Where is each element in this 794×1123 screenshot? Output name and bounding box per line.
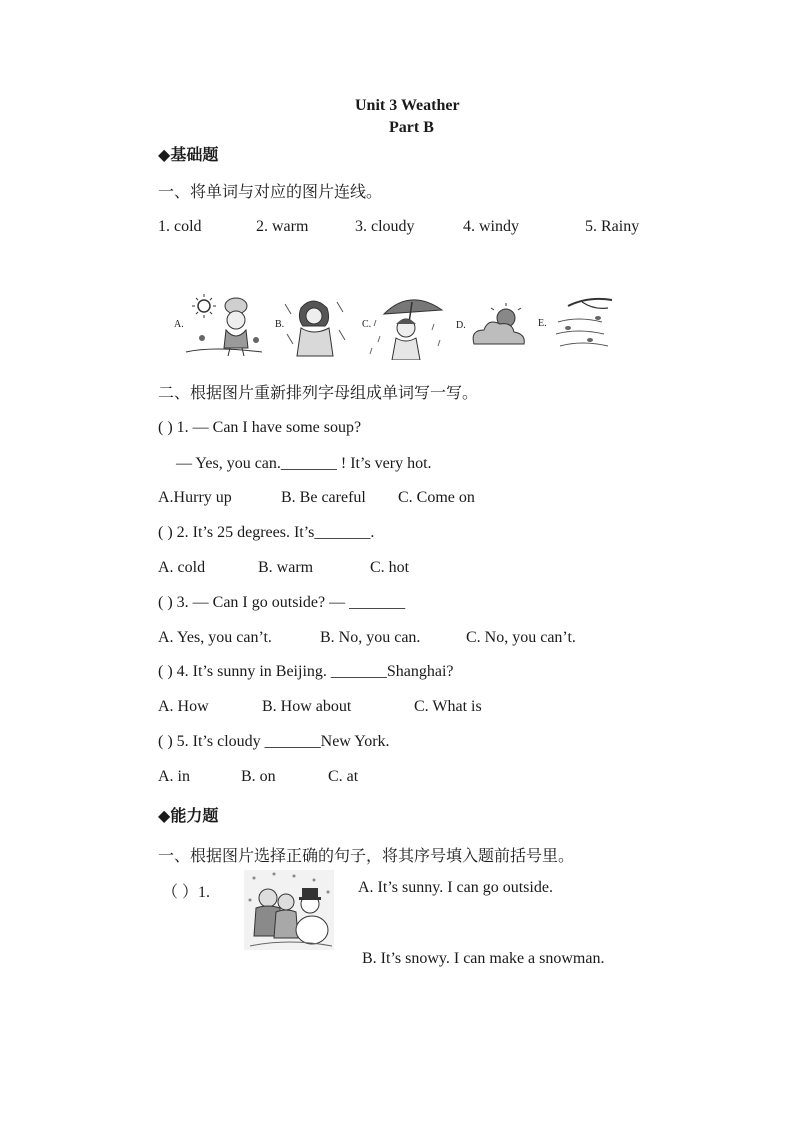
q1-option-a: A.Hurry up [158,489,232,506]
q4-option-b: B. How about [262,698,352,715]
picture-c-rainy [360,290,450,360]
umbrella-girl-icon [360,290,450,360]
picture-c-label: C. [362,319,372,330]
picture-b-label: B. [275,319,285,330]
section-basic-label: 基础题 [170,145,219,164]
q5-option-b: B. on [241,768,276,785]
q2-option-c: C. hot [370,559,410,576]
section-basic-header [158,142,218,165]
q3-option-c: C. No, you can’t. [466,629,576,646]
picture-d-cloudy [456,300,530,352]
q5-option-c: C. at [328,768,359,785]
q2-option-a: A. cold [158,559,206,576]
cold-girl-icon [273,294,353,358]
question-3-stem: ( ) 3. — Can I go outside? — _______ [158,594,406,611]
word-cold: 1. cold [158,218,202,235]
q5-option-a: A. in [158,768,190,785]
section-ability-header [158,803,218,826]
picture-snowman [244,870,334,950]
sun-person-icon [172,292,266,360]
question-5-stem: ( ) 5. It’s cloudy _______New York. [158,733,390,750]
part2-instruction: 二、根据图片重新排列字母组成单词写一写。 [158,383,479,402]
windy-tree-icon [538,292,614,356]
part3-option-b: B. It’s snowy. I can make a snowman. [362,950,605,967]
q4-option-c: C. What is [414,698,482,715]
picture-a-label: A. [174,319,184,330]
part3-instruction: 一、根据图片选择正确的句子，将其序号填入题前括号里。 [158,846,575,865]
picture-e-windy [538,292,614,356]
part3-option-a: A. It’s sunny. I can go outside. [358,879,553,896]
word-warm: 2. warm [256,218,309,235]
word-cloudy: 3. cloudy [355,218,415,235]
picture-b-cold [273,294,353,358]
question-2-stem: ( ) 2. It’s 25 degrees. It’s_______. [158,524,375,541]
page-subtitle: Part B [389,119,434,136]
question-1-stem-reply: — Yes, you can._______ ! It’s very hot. [176,455,432,472]
diamond-icon: ◆ [158,806,171,825]
q3-option-a: A. Yes, you can’t. [158,629,272,646]
picture-d-label: D. [456,320,466,331]
part1-instruction: 一、将单词与对应的图片连线。 [158,182,383,201]
snowman-children-icon [244,870,334,950]
q3-option-b: B. No, you can. [320,629,421,646]
word-windy: 4. windy [463,218,519,235]
section-ability-label: 能力题 [170,806,219,825]
question-4-stem: ( ) 4. It’s sunny in Beijing. _______Shanghai? [158,663,454,680]
q1-option-c: C. Come on [398,489,475,506]
q4-option-a: A. How [158,698,209,715]
word-rainy: 5. Rainy [585,218,640,235]
q2-option-b: B. warm [258,559,314,576]
picture-a-sunny-hot [172,292,266,360]
diamond-icon: ◆ [158,145,171,164]
q1-option-b: B. Be careful [281,489,366,506]
page-title: Unit 3 Weather [355,97,460,114]
question-1-stem: ( ) 1. — Can I have some soup? [158,419,362,436]
part3-question-1: （ ）1. [162,884,211,901]
picture-e-label: E. [538,318,547,329]
cloud-sun-icon [456,300,530,352]
